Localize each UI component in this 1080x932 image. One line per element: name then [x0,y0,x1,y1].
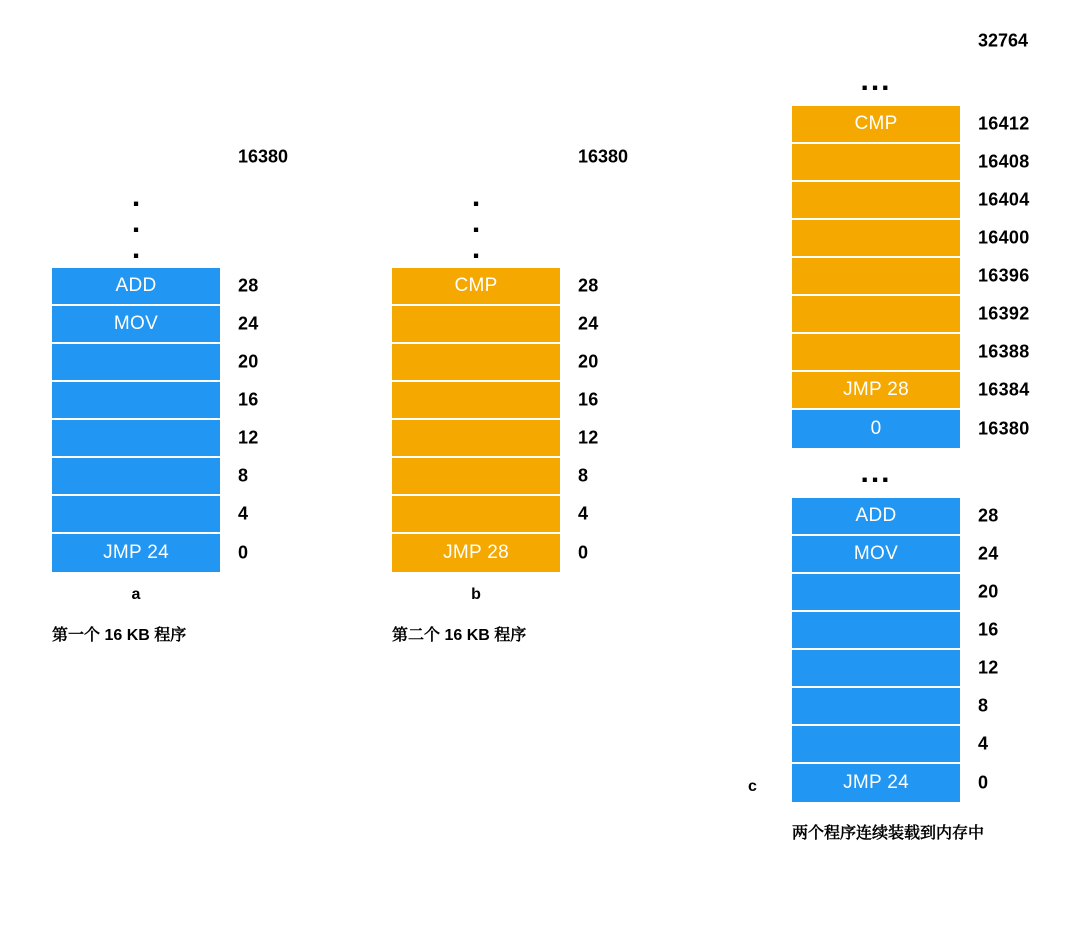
panel-b-top-cell-label: 0 [470,146,482,167]
memory-cell-address: 16 [578,389,599,410]
memory-cell [792,688,989,726]
memory-cell-address: 16392 [978,303,1030,324]
memory-cell-address: 16380 [978,418,1030,439]
memory-cell-address: 24 [978,543,999,564]
panel-b-vertical-ellipsis: . . . [471,180,481,265]
memory-cell-address: 20 [978,581,999,602]
memory-cell-address: 28 [238,275,259,296]
panel-a-memory-stack [52,268,259,572]
memory-cell-address: 4 [978,733,989,754]
memory-cell-label: CMP [854,113,898,134]
panel-b-top-cell [392,138,629,176]
panel-b-top-cell-address: 16380 [578,146,629,167]
panel-a-top-cell-address: 16380 [238,146,289,167]
memory-cell [392,306,599,344]
memory-cell-address: 16404 [978,189,1030,210]
memory-cell-label: MOV [853,543,899,564]
memory-cell-label: JMP 28 [443,542,509,563]
memory-cell [792,650,999,688]
memory-cell-address: 16396 [978,265,1030,286]
panel-b-memory-stack [392,268,599,572]
memory-cell [52,534,249,572]
memory-cell-address: 16 [238,389,259,410]
memory-cell-address: 0 [578,542,589,563]
memory-cell [792,220,1030,258]
panel-c [792,22,1030,843]
panel-c-upper-stack [792,106,1030,448]
memory-cell [792,372,1030,410]
memory-cell-address: 4 [578,503,589,524]
memory-cell-address: 28 [578,275,599,296]
panel-a [52,138,289,645]
panel-a-letter: a [131,586,141,603]
memory-cell [792,764,989,802]
panel-b-caption: 第二个 16 KB 程序 [392,627,527,644]
memory-cell [792,334,1030,372]
memory-cell [52,420,259,458]
memory-cell-address: 8 [978,695,989,716]
memory-cell-address: 16408 [978,151,1030,172]
memory-cell-label: CMP [454,275,498,296]
memory-cell-address: 16400 [978,227,1030,248]
memory-cell-label: JMP 24 [843,772,909,793]
memory-cell [392,420,599,458]
memory-cell [52,268,259,306]
memory-cell [52,496,249,534]
memory-cell-address: 28 [978,505,999,526]
memory-cell [392,268,599,306]
memory-cell-address: 12 [238,427,259,448]
memory-cell [52,306,259,344]
memory-cell-address: 16 [978,619,999,640]
memory-cell-address: 12 [978,657,999,678]
memory-cell [52,382,259,420]
memory-cell-address: 8 [238,465,249,486]
memory-cell-address: 16388 [978,341,1030,362]
memory-cell [392,344,599,382]
memory-cell-label: JMP 28 [843,379,909,400]
memory-cell-address: 12 [578,427,599,448]
panel-c-caption: 两个程序连续装载到内存中 [792,825,985,842]
memory-cell [792,612,999,650]
memory-cell-address: 24 [238,313,259,334]
memory-cell [792,296,1030,334]
memory-cell-address: 24 [578,313,599,334]
memory-cell-address: 0 [238,542,249,563]
panel-a-top-cell-label: 0 [130,146,142,167]
panel-c-lower-stack [792,498,999,802]
panel-a-top-cell [52,138,289,176]
memory-cell [392,458,589,496]
panel-c-top-cell-address: 32764 [978,30,1029,51]
memory-cell [792,726,989,764]
memory-cell [392,382,599,420]
memory-cell [792,574,999,612]
panel-c-middle-ellipsis: ... [860,456,892,489]
memory-cell [792,410,1030,448]
memory-cell [792,498,999,536]
panel-c-top-cell-label: 0 [870,30,882,51]
panel-c-top-ellipsis: ... [860,64,892,97]
memory-cell-address: 20 [238,351,259,372]
panel-b [392,138,629,645]
memory-cell [792,106,1030,144]
memory-cell [792,536,999,574]
memory-cell [792,258,1030,296]
memory-cell-address: 8 [578,465,589,486]
memory-cell-label: MOV [113,313,159,334]
memory-cell-label: JMP 24 [103,542,169,563]
memory-cell [52,458,249,496]
memory-cell [52,344,259,382]
panel-a-caption: 第一个 16 KB 程序 [52,627,187,644]
panel-c-top-cell [792,22,1029,60]
memory-cell-address: 4 [238,503,249,524]
memory-cell-label: ADD [115,275,157,296]
panel-b-letter: b [471,586,481,603]
panel-c-letter: c [748,778,757,795]
memory-cell [392,534,589,572]
memory-cell-label: ADD [855,505,897,526]
memory-cell-address: 20 [578,351,599,372]
memory-cell-label: 0 [870,418,882,439]
memory-cell [792,144,1030,182]
panel-a-vertical-ellipsis: . . . [131,180,141,265]
memory-cell [392,496,589,534]
memory-cell-address: 0 [978,772,989,793]
memory-cell-address: 16384 [978,379,1030,400]
memory-cell [792,182,1030,220]
memory-cell-address: 16412 [978,113,1030,134]
